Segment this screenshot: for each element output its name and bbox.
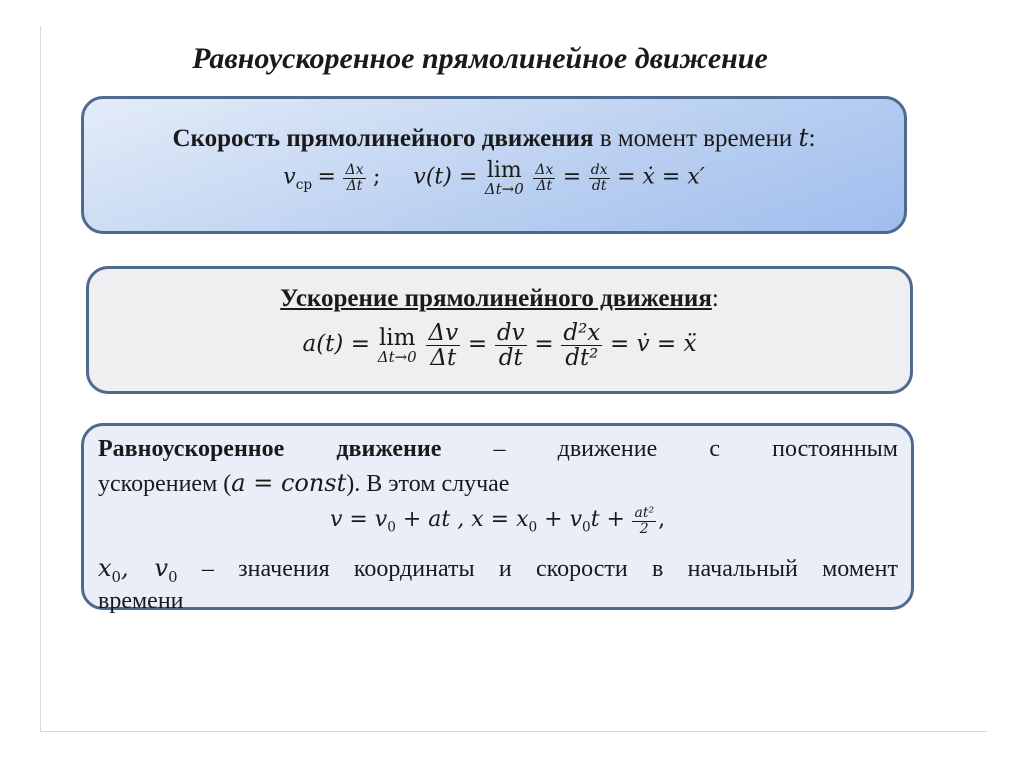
lim-sub: Δt→0	[484, 180, 524, 199]
velocity-heading	[84, 123, 904, 153]
acceleration-heading-bold: Ускорение прямолинейного движения	[280, 285, 712, 312]
equals: =	[317, 164, 336, 190]
const-condition: a = const	[231, 469, 347, 497]
kinematics-formula	[84, 506, 911, 536]
sub-zero: 0	[582, 519, 591, 536]
at2-fraction	[632, 506, 656, 536]
v0: , v	[121, 554, 169, 582]
limit	[485, 159, 524, 198]
initial-values-text: – значения координаты и скорости в начальный момент	[177, 556, 898, 582]
acceleration-formula	[89, 321, 910, 370]
sub-zero: 0	[387, 519, 396, 536]
velocity-heading-bold: Скорость прямолинейного движения	[172, 125, 594, 152]
frac2-den: dt	[498, 345, 523, 372]
accel-limit-fraction	[426, 321, 460, 370]
frac3-num: d²x	[563, 320, 601, 346]
initial-values-line-end: времени	[98, 588, 184, 614]
sub-zero: 0	[111, 567, 122, 586]
at2-num: at²	[634, 505, 655, 521]
equals: =	[534, 330, 554, 357]
heading-colon: :	[808, 125, 816, 152]
v-formula: v = v	[329, 507, 388, 533]
frac3-den: dt²	[565, 345, 599, 372]
avg-fraction	[343, 163, 365, 193]
frac1-num: Δv	[428, 320, 459, 346]
uniform-acceleration-box	[81, 423, 914, 614]
comma: ,	[658, 507, 666, 533]
x-formula: + at , x = x	[395, 507, 529, 533]
acceleration-tail: = v̇ = ẍ	[610, 330, 697, 357]
v-avg: v	[283, 164, 296, 190]
condition-line	[98, 466, 898, 501]
limit-fraction	[533, 163, 555, 193]
accel-derivative-fraction	[495, 321, 527, 370]
equals: =	[467, 330, 488, 357]
slide-title: Равноускоренное прямолинейное движение	[192, 42, 768, 75]
derivative-fraction	[589, 163, 610, 193]
velocity-heading-rest: в момент времени	[593, 125, 799, 152]
at2-den: 2	[639, 520, 649, 537]
avg-frac-num: Δx	[345, 162, 364, 179]
lim-text: lim	[378, 324, 416, 351]
time-variable: t	[798, 123, 809, 152]
sub-zero: 0	[168, 567, 178, 586]
second-derivative-fraction	[561, 321, 602, 370]
definition-term: Равноускоренное движение	[98, 436, 442, 462]
x0: x	[98, 554, 112, 582]
acceleration-box	[86, 266, 913, 394]
avg-frac-den: Δt	[346, 177, 363, 194]
velocity-box	[81, 96, 907, 234]
definition-rest: – движение с постоянным	[441, 436, 898, 462]
deriv-frac-den: dt	[591, 177, 607, 194]
heading-colon: :	[711, 285, 719, 312]
frac1-den: Δt	[430, 345, 457, 372]
condition-b: ). В этом случае	[346, 471, 510, 497]
lim-frac-den: Δt	[536, 177, 553, 194]
acceleration-heading	[89, 285, 910, 313]
definition-line	[98, 432, 898, 466]
frac2-num: dv	[496, 320, 525, 346]
equals: =	[562, 164, 582, 190]
deriv-frac-num: dx	[590, 162, 608, 179]
semicolon: ;	[373, 164, 381, 190]
lim-frac-num: Δx	[535, 162, 554, 179]
velocity-formula	[84, 159, 904, 198]
velocity-tail: = ẋ = x′	[617, 164, 705, 190]
t-term: t +	[590, 507, 625, 533]
limit	[378, 326, 417, 366]
v-of-t: v(t) =	[413, 164, 478, 190]
lim-sub: Δt→0	[377, 347, 417, 366]
lim-text: lim	[486, 158, 522, 183]
a-of-t: a(t) =	[302, 330, 370, 357]
v-avg-sub: ср	[295, 176, 313, 193]
sub-zero: 0	[528, 519, 538, 536]
v0-term: + v	[537, 507, 583, 533]
condition-a: ускорением (	[98, 471, 232, 497]
